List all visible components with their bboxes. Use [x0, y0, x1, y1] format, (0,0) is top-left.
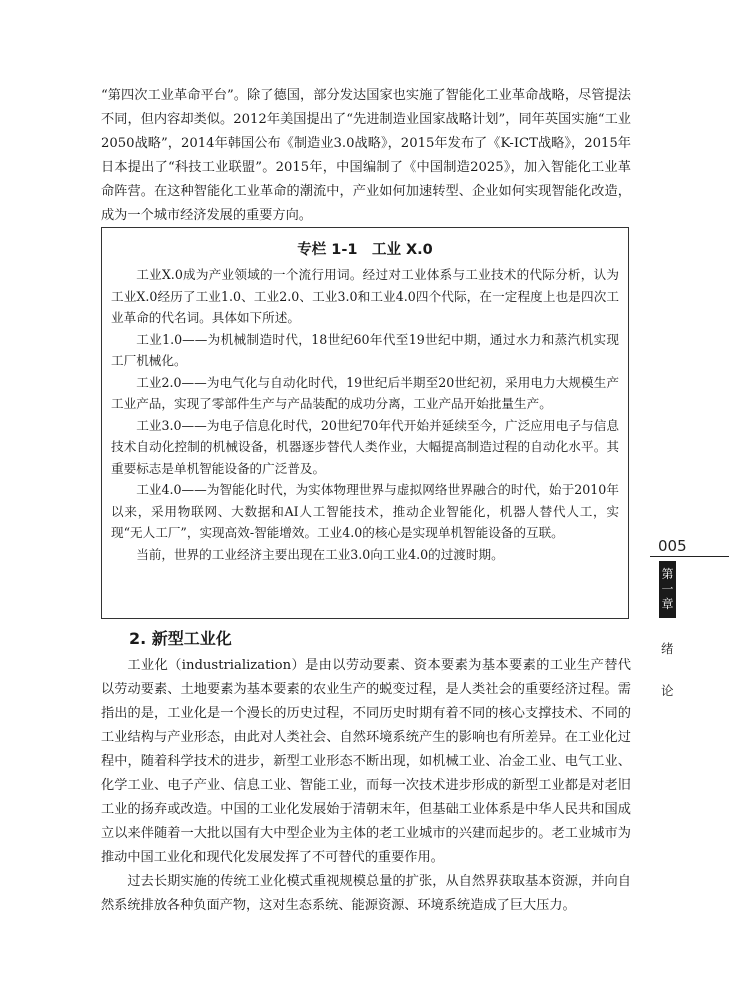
chapter-title: [661, 628, 675, 712]
box-paragraph: 当前，世界的工业经济主要出现在工业3.0向工业4.0的过渡时期。: [136, 546, 504, 562]
chapter-tab-char: 一: [661, 582, 674, 596]
body-paragraph: 工业化（industrialization）是由以劳动要素、资本要素为基本要素的工业生产替代以劳动要素、土地要素为基本要素的农业生产的蜕变过程，是人类社会的重要经济过程。需指出的是，工业化是一个漫长的历史过程，不同历史时期有着不同的核心支撑技术、不同的工业结构与产业形态，由此对人类社会、自然环境系统产生的影响也有所差异。在工业化过程中，随着科学技术的进步，新型工业形态不断出现，如机械工业、冶金工业、电气工业、化学工业、电子产业、信息工业、智能工业，而每一次技术进步形成的新型工业都是对老旧工业的扬弃或改造。中国的工业化发展始于清朝末年，但基础工业体系是中华人民共和国成立以来伴随着一大批以国有大中型企业为主体的老工业城市的兴建而起步的。老工业城市为推动中国工业化和现代化发展发挥了不可替代的重要作用。: [101, 658, 631, 865]
page-number: 005: [658, 537, 687, 555]
chapter-tab-char: 第: [661, 567, 674, 581]
sidebar-box: [101, 227, 629, 619]
section-heading: 2. 新型工业化: [129, 629, 232, 648]
margin-rule: [650, 556, 729, 557]
body-paragraph: 过去长期实施的传统工业化模式重视规模总量的扩张，从自然界获取基本资源，并向自然系统排放各种负面产物，这对生态系统、能源资源、环境系统造成了巨大压力。: [101, 874, 631, 913]
chapter-title-char: 绪: [661, 641, 674, 656]
chapter-tab: [659, 561, 676, 618]
box-title: 专栏 1-1 工业 X.0: [297, 242, 433, 258]
chapter-title-char: 论: [661, 683, 674, 698]
intro-paragraph: “第四次工业革命平台”。除了德国，部分发达国家也实施了智能化工业革命战略，尽管提法不同，但内容却类似。2012年美国提出了“先进制造业国家战略计划”，同年英国实施“工业2050战略”，2014年韩国公布《制造业3.0战略》，2015年发布了《K-ICT战略》，2015年日本提出了“科技工业联盟”。2015年，中国编制了《中国制造2025》，加入智能化工业革命阵营。在这种智能化工业革命的潮流中，产业如何加速转型、企业如何实现智能化改造，成为一个城市经济发展的重要方向。: [101, 88, 631, 223]
box-paragraph: 工业1.0——为机械制造时代，18世纪60年代至19世纪中期，通过水力和蒸汽机实现工厂机械化。: [111, 331, 619, 368]
chapter-tab-char: 章: [661, 597, 674, 611]
section-body: [101, 654, 631, 918]
box-paragraph: 工业3.0——为电子信息化时代，20世纪70年代开始并延续至今，广泛应用电子与信息技术自动化控制的机械设备，机器逐步替代人类作业，大幅提高制造过程的自动化水平。其重要标志是单机智能设备的广泛普及。: [111, 417, 619, 476]
box-paragraph: 工业2.0——为电气化与自动化时代，19世纪后半期至20世纪初，采用电力大规模生产工业产品，实现了零部件生产与产品装配的成功分离，工业产品开始批量生产。: [111, 374, 619, 411]
box-paragraph: 工业X.0成为产业领域的一个流行用词。经过对工业体系与工业技术的代际分析，认为工业X.0经历了工业1.0、工业2.0、工业3.0和工业4.0四个代际，在一定程度上也是四次工业革命的代名词。具体如下所述。: [111, 267, 619, 325]
box-body: [111, 264, 619, 565]
box-paragraph: 工业4.0——为智能化时代，为实体物理世界与虚拟网络世界融合的时代，始于2010年以来，采用物联网、大数据和AI人工智能技术，推动企业智能化，机器人替代人工，实现“无人工厂”，实现高效-智能增效。工业4.0的核心是实现单机智能设备的互联。: [111, 482, 619, 540]
